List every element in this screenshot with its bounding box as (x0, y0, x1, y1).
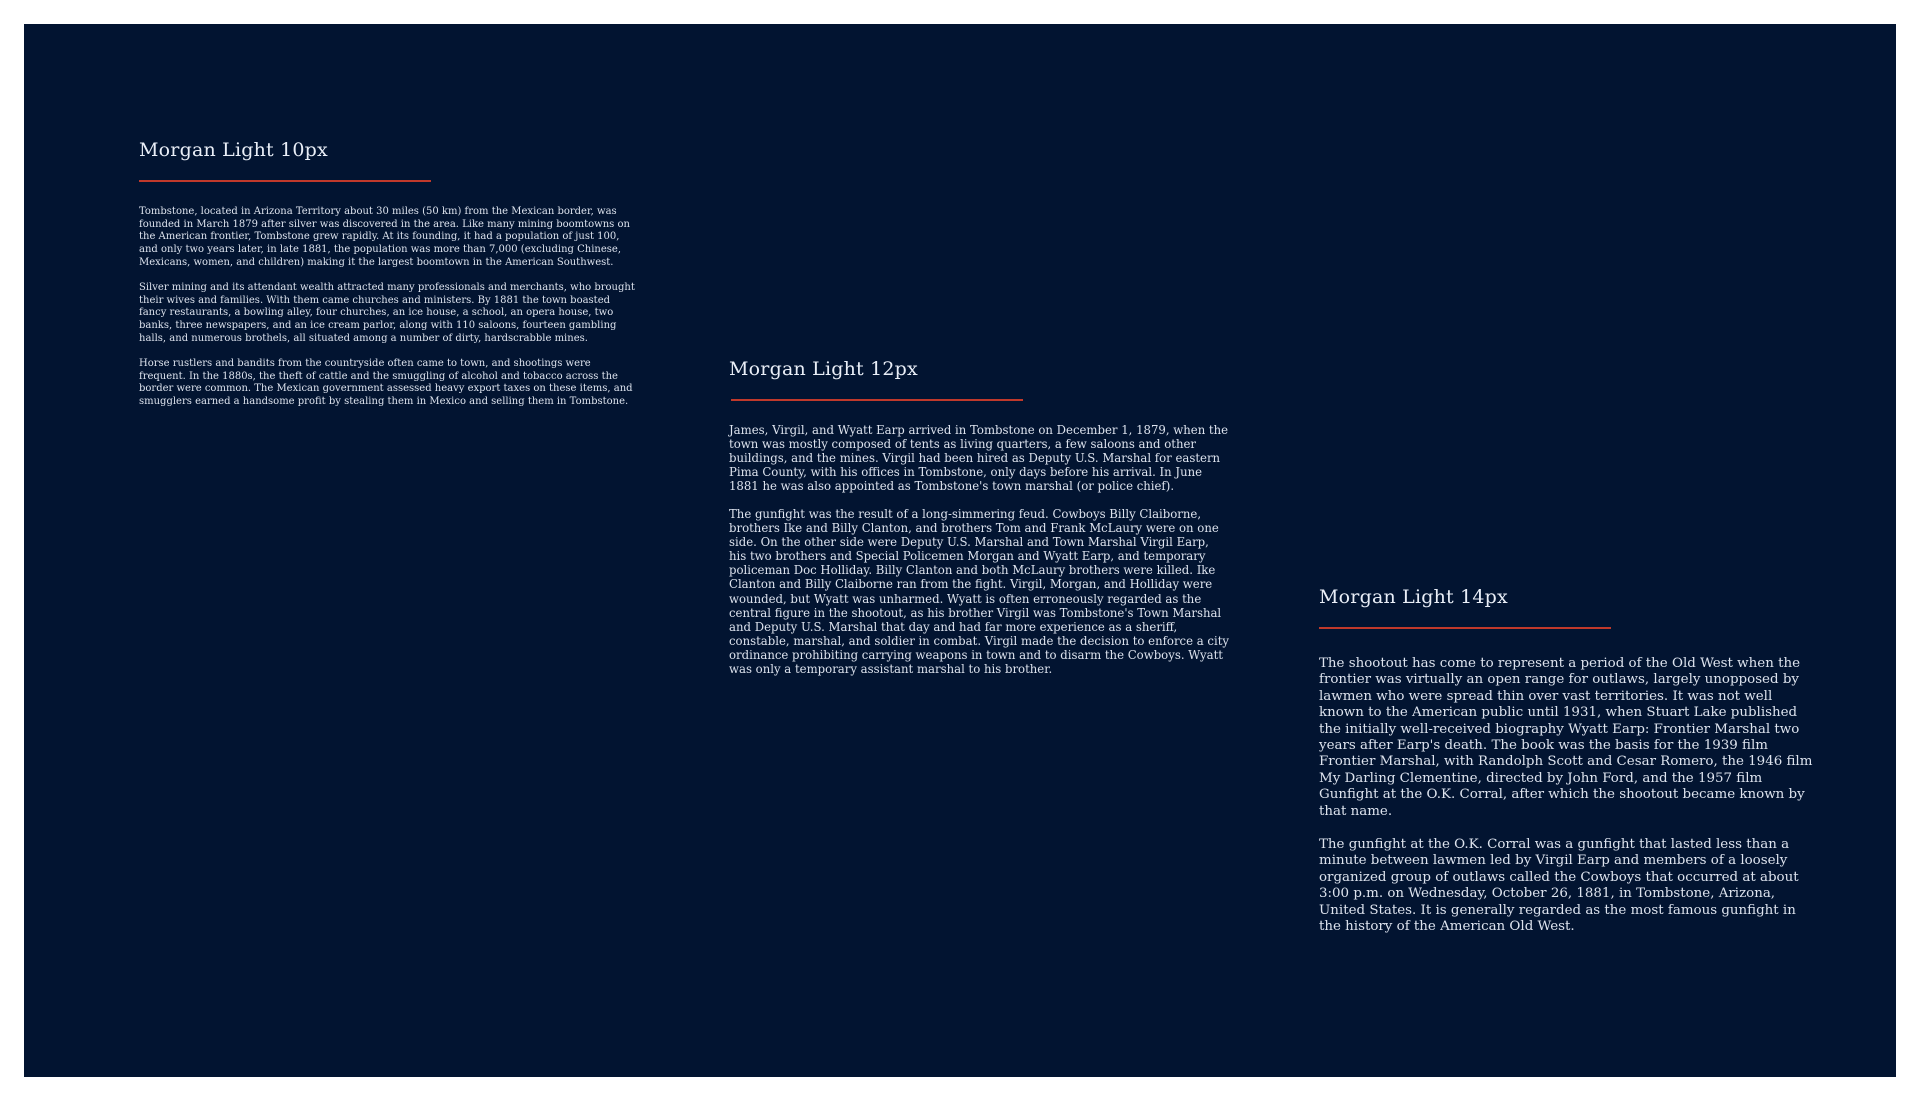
section-title: Morgan Light 12px (729, 358, 918, 380)
body-paragraph: The shootout has come to represent a period of the Old West when the frontier was virtually an open range for outlaws, largely unopposed by lawmen who were spread thin over vast territories. It was not well known to the American public until 1931, when Stuart Lake published the initially well-received biography Wyatt Earp: Frontier Marshal two years after Earp's death. The book was the basis for the 1939 film Frontier Marshal, with Randolph Scott and Cesar Romero, the 1946 film My Darling Clementine, directed by John Ford, and the 1957 film Gunfight at the O.K. Corral, after which the shootout became known by that name. (1319, 656, 1813, 819)
body-paragraph: Tombstone, located in Arizona Territory about 30 miles (50 km) from the Mexican border, was founded in March 1879 after silver was discovered in the area. Like many mining boomtowns on the American frontier, Tombstone grew rapidly. At its founding, it had a population of just 100, and only two years later, in late 1881, the population was more than 7,000 (excluding Chinese, Mexicans, women, and children) making it the largest boomtown in the American Southwest. (139, 206, 630, 268)
title-underline-rule (1319, 627, 1611, 629)
body-paragraph: The gunfight was the result of a long-simmering feud. Cowboys Billy Claiborne, brothers Ike and Billy Clanton, and brothers Tom and Frank McLaury were on one side. On the other side were Deputy U.S. Marshal and Town Marshal Virgil Earp, his two brothers and Special Policemen Morgan and Wyatt Earp, and temporary policeman Doc Holliday. Billy Clanton and both McLaury brothers were killed. Ike Clanton and Billy Claiborne ran from the fight. Virgil, Morgan, and Holliday were wounded, but Wyatt was unharmed. Wyatt is often erroneously regarded as the central figure in the shootout, as his brother Virgil was Tombstone's Town Marshal and Deputy U.S. Marshal that day and had far more experience as a sheriff, constable, marshal, and soldier in combat. Virgil made the decision to enforce a city ordinance prohibiting carrying weapons in town and to disarm the Cowboys. Wyatt was only a temporary assistant marshal to his brother. (729, 506, 1229, 676)
section-title: Morgan Light 10px (139, 139, 328, 161)
body-paragraph: Horse rustlers and bandits from the countryside often came to town, and shootings were frequent. In the 1880s, the theft of cattle and the smuggling of alcohol and tobacco across the border were common. The Mexican government assessed heavy export taxes on these items, and smugglers earned a handsome profit by stealing them in Mexico and selling them in Tombstone. (139, 358, 633, 408)
specimen-canvas (24, 24, 1896, 1077)
specimen-column-14px (1319, 584, 1814, 953)
title-underline-rule (139, 180, 431, 182)
specimen-column-10px (139, 137, 639, 421)
body-paragraph: Silver mining and its attendant wealth attracted many professionals and merchants, who brought their wives and families. With them came churches and ministers. By 1881 the town boasted fancy restaurants, a bowling alley, four churches, an ice house, a school, an opera house, two banks, three newspapers, and an ice cream parlor, along with 110 saloons, fourteen gambling halls, and numerous brothels, all situated among a number of dirty, hardscrabble mines. (139, 282, 635, 344)
title-underline-rule (731, 399, 1023, 401)
body-paragraph: The gunfight at the O.K. Corral was a gunfight that lasted less than a minute between lawmen led by Virgil Earp and members of a loosely organized group of outlaws called the Cowboys that occurred at about 3:00 p.m. on Wednesday, October 26, 1881, in Tombstone, Arizona, United States. It is generally regarded as the most famous gunfight in the history of the American Old West. (1319, 837, 1799, 935)
section-title: Morgan Light 14px (1319, 586, 1508, 608)
specimen-column-12px (729, 356, 1229, 690)
body-paragraph: James, Virgil, and Wyatt Earp arrived in Tombstone on December 1, 1879, when the town was mostly composed of tents as living quarters, a few saloons and other buildings, and the mines. Virgil had been hired as Deputy U.S. Marshal for eastern Pima County, with his offices in Tombstone, only days before his arrival. In June 1881 he was also appointed as Tombstone's town marshal (or police chief). (729, 423, 1229, 494)
